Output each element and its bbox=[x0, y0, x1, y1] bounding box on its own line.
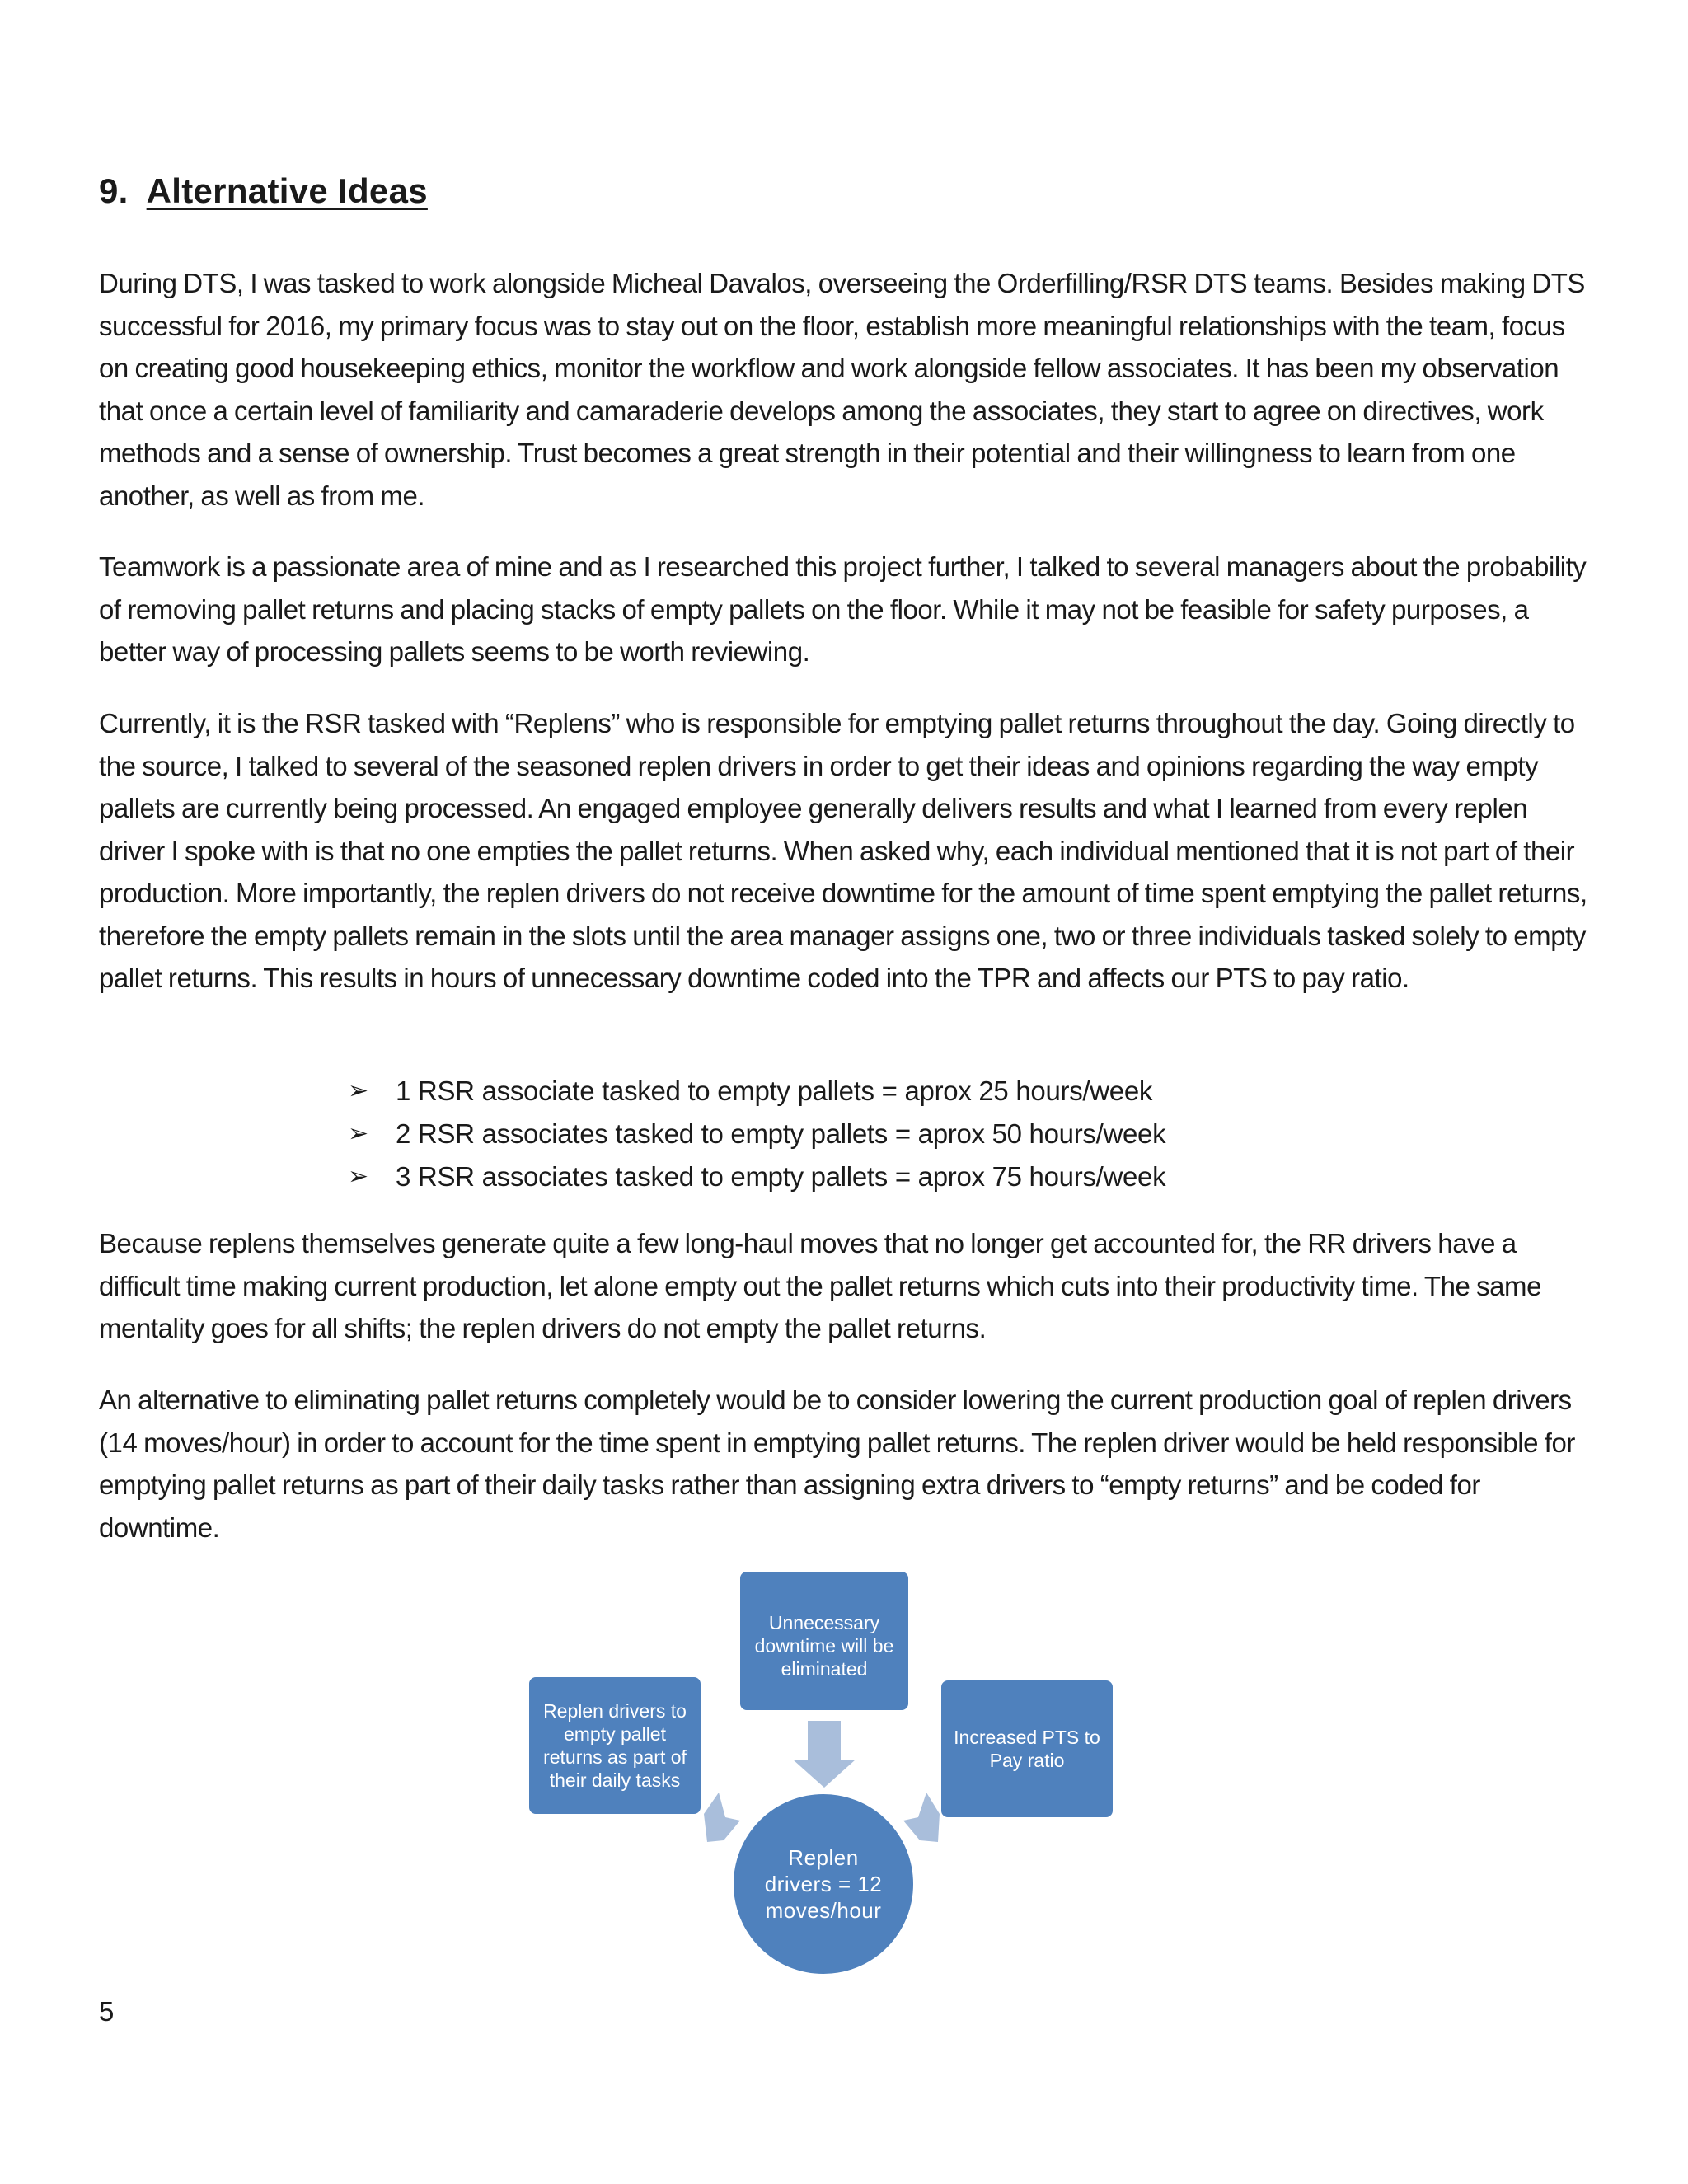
page-number: 5 bbox=[99, 1996, 115, 2027]
list-item bbox=[348, 1070, 1165, 1113]
paragraph-current-process: Currently, it is the RSR tasked with “Replens” who is responsible for emptying pallet returns throughout the day. Going directly to the source, I talked to several of the seasoned replen drivers in order to get their ideas and opinions regarding the way empty pallets are currently being processed. An engaged employee generally delivers results and what I learned from every replen driver I spoke with is that no one empties the pallet returns. When asked why, each individual mentioned that it is not part of their production. More importantly, the replen drivers do not receive downtime for the amount of time spent emptying the pallet returns, therefore the empty pallets remain in the slots until the area manager assigns one, two or three individuals tasked solely to empty pallet returns. This results in hours of unnecessary downtime coded into the TPR and affects our PTS to pay ratio. bbox=[99, 708, 1587, 993]
bullet-text: 3 RSR associates tasked to empty pallets = aprox 75 hours/week bbox=[396, 1161, 1166, 1192]
section-number: 9. bbox=[99, 171, 129, 210]
down-arrow-icon bbox=[793, 1721, 856, 1788]
arrowhead-bullet-icon: ➢ bbox=[348, 1163, 368, 1190]
arrowhead-bullet-icon: ➢ bbox=[348, 1077, 368, 1104]
list-item bbox=[348, 1155, 1165, 1198]
diagonal-arrow-icon-right bbox=[903, 1793, 940, 1842]
bullet-text: 1 RSR associate tasked to empty pallets = aprox 25 hours/week bbox=[396, 1076, 1153, 1106]
section-heading bbox=[99, 171, 428, 211]
diagonal-arrow-icon-left bbox=[704, 1793, 740, 1842]
diagram-box-pts-ratio: Increased PTS to Pay ratio bbox=[940, 1679, 1114, 1819]
arrowhead-bullet-icon: ➢ bbox=[348, 1120, 368, 1147]
bullet-text: 2 RSR associates tasked to empty pallets = aprox 50 hours/week bbox=[396, 1118, 1166, 1149]
converging-diagram bbox=[528, 1570, 1121, 1999]
paragraph-dts-role: During DTS, I was tasked to work alongside Micheal Davalos, overseeing the Orderfilling/RSR DTS teams. Besides making DTS successful for 2016, my primary focus was to stay out on the floor, establish more meaningful relationships with the team, focus on creating good housekeeping ethics, monitor the workflow and work alongside fellow associates. It has been my observation that once a certain level of familiarity and camaraderie develops among the associates, they start to agree on directives, work methods and a sense of ownership. Trust becomes a great strength in their potential and their willingness to learn from one another, as well as from me. bbox=[99, 268, 1585, 511]
paragraph-alternative: An alternative to eliminating pallet returns completely would be to consider lowering the current production goal of replen drivers (14 moves/hour) in order to account for the time spent in emptying pallet returns. The replen driver would be held responsible for emptying pallet returns as part of their daily tasks rather than assigning extra drivers to “empty returns” and be coded for downtime. bbox=[99, 1385, 1575, 1543]
paragraph-teamwork: Teamwork is a passionate area of mine and as I researched this project further, I talked to several managers about the probability of removing pallet returns and placing stacks of empty pallets on the floor. While it may not be feasible for safety purposes, a better way of processing pallets seems to be worth reviewing. bbox=[99, 551, 1587, 667]
diagram-center-circle: Replen drivers = 12 moves/hour bbox=[732, 1793, 915, 1975]
diagram-box-daily-tasks: Replen drivers to empty pallet returns as part of their daily tasks bbox=[528, 1675, 702, 1816]
downtime-bullet-list bbox=[348, 1070, 1165, 1198]
diagram-box-downtime: Unnecessary downtime will be eliminated bbox=[738, 1570, 910, 1712]
list-item bbox=[348, 1113, 1165, 1155]
section-title: Alternative Ideas bbox=[146, 171, 428, 210]
paragraph-replen-mentality: Because replens themselves generate quite a few long-haul moves that no longer get accounted for, the RR drivers have a difficult time making current production, let alone empty out the pallet returns which cuts into their productivity time. The same mentality goes for all shifts; the replen drivers do not empty the pallet returns. bbox=[99, 1228, 1541, 1343]
